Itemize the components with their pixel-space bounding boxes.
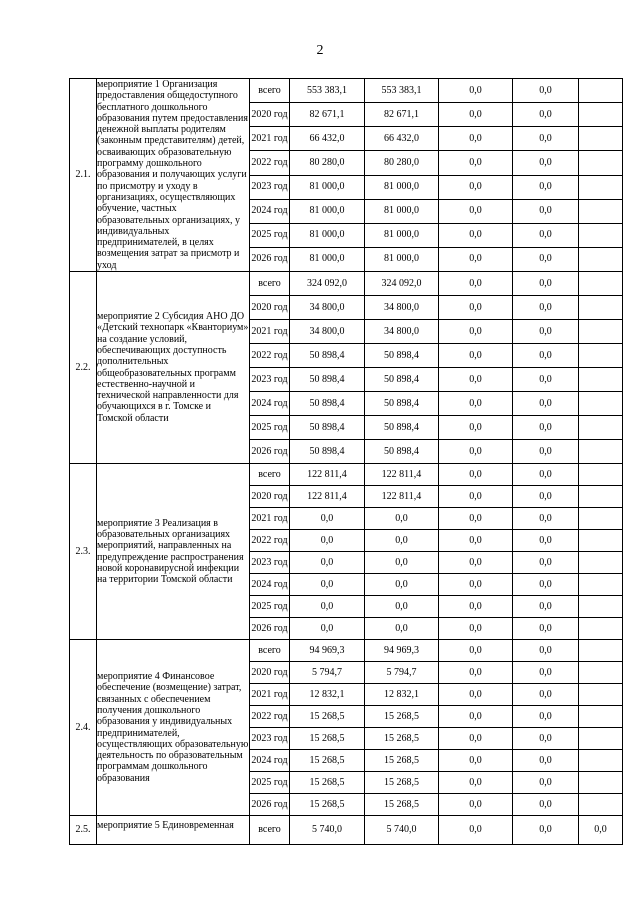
- total-value: 12 832,1: [290, 684, 365, 706]
- period-label: 2021 год: [250, 508, 290, 530]
- period-label: 2026 год: [250, 794, 290, 816]
- other-value: [579, 392, 623, 416]
- local-value: 0,0: [513, 772, 579, 794]
- item-name: мероприятие 5 Единовременная: [97, 820, 234, 832]
- regional-value: 15 268,5: [365, 706, 439, 728]
- local-value: 0,0: [513, 151, 579, 175]
- table-row: [70, 464, 623, 486]
- period-label: 2022 год: [250, 706, 290, 728]
- local-value: 0,0: [513, 440, 579, 464]
- local-value: 0,0: [513, 794, 579, 816]
- federal-value: 0,0: [439, 640, 513, 662]
- regional-value: 12 832,1: [365, 684, 439, 706]
- period-label: 2021 год: [250, 684, 290, 706]
- local-value: 0,0: [513, 199, 579, 223]
- federal-value: 0,0: [439, 706, 513, 728]
- federal-value: 0,0: [439, 486, 513, 508]
- total-value: 81 000,0: [290, 175, 365, 199]
- period-label: всего: [250, 464, 290, 486]
- total-value: 15 268,5: [290, 772, 365, 794]
- total-value: 34 800,0: [290, 320, 365, 344]
- federal-value: 0,0: [439, 127, 513, 151]
- regional-value: 5 794,7: [365, 662, 439, 684]
- local-value: 0,0: [513, 684, 579, 706]
- regional-value: 122 811,4: [365, 486, 439, 508]
- regional-value: 34 800,0: [365, 320, 439, 344]
- regional-value: 50 898,4: [365, 440, 439, 464]
- item-number: 2.2.: [70, 272, 97, 464]
- total-value: 324 092,0: [290, 272, 365, 296]
- federal-value: 0,0: [439, 596, 513, 618]
- other-value: [579, 416, 623, 440]
- federal-value: 0,0: [439, 416, 513, 440]
- regional-value: 34 800,0: [365, 296, 439, 320]
- other-value: [579, 596, 623, 618]
- local-value: 0,0: [513, 103, 579, 127]
- regional-value: 94 969,3: [365, 640, 439, 662]
- local-value: 0,0: [513, 392, 579, 416]
- period-label: 2024 год: [250, 392, 290, 416]
- period-label: 2023 год: [250, 728, 290, 750]
- local-value: 0,0: [513, 296, 579, 320]
- federal-value: 0,0: [439, 618, 513, 640]
- total-value: 122 811,4: [290, 464, 365, 486]
- item-name: мероприятие 1 Организация предоставления общедоступного бесплатного дошкольного образования путем предоставления денежной выплаты родителям (законным представителям) детей, осваивающих образовательную программу дошкольного образования и получающих услуги по присмотру и уходу в организациях, осуществляющих обучение, частных образовательных организациях, у индивидуальных предпринимателей, в целях возмещения затрат за присмотр и уход: [97, 79, 248, 271]
- regional-value: 80 280,0: [365, 151, 439, 175]
- other-value: [579, 296, 623, 320]
- local-value: 0,0: [513, 175, 579, 199]
- item-name-cell: [97, 79, 250, 272]
- local-value: 0,0: [513, 508, 579, 530]
- regional-value: 81 000,0: [365, 247, 439, 271]
- federal-value: 0,0: [439, 684, 513, 706]
- local-value: 0,0: [513, 344, 579, 368]
- federal-value: 0,0: [439, 392, 513, 416]
- local-value: 0,0: [513, 662, 579, 684]
- other-value: [579, 750, 623, 772]
- other-value: [579, 618, 623, 640]
- period-label: 2025 год: [250, 223, 290, 247]
- local-value: 0,0: [513, 486, 579, 508]
- total-value: 66 432,0: [290, 127, 365, 151]
- regional-value: 66 432,0: [365, 127, 439, 151]
- federal-value: 0,0: [439, 728, 513, 750]
- other-value: [579, 728, 623, 750]
- period-label: 2022 год: [250, 344, 290, 368]
- federal-value: 0,0: [439, 151, 513, 175]
- local-value: 0,0: [513, 750, 579, 772]
- item-number: 2.1.: [70, 79, 97, 272]
- period-label: 2023 год: [250, 175, 290, 199]
- federal-value: 0,0: [439, 223, 513, 247]
- item-number: 2.3.: [70, 464, 97, 640]
- total-value: 81 000,0: [290, 223, 365, 247]
- total-value: 0,0: [290, 618, 365, 640]
- table-row: [70, 640, 623, 662]
- local-value: 0,0: [513, 416, 579, 440]
- federal-value: 0,0: [439, 199, 513, 223]
- total-value: 81 000,0: [290, 199, 365, 223]
- item-number: 2.4.: [70, 640, 97, 816]
- table-row: [70, 272, 623, 296]
- federal-value: 0,0: [439, 816, 513, 845]
- other-value: [579, 103, 623, 127]
- regional-value: 15 268,5: [365, 728, 439, 750]
- other-value: [579, 662, 623, 684]
- total-value: 15 268,5: [290, 794, 365, 816]
- federal-value: 0,0: [439, 750, 513, 772]
- other-value: [579, 508, 623, 530]
- federal-value: 0,0: [439, 552, 513, 574]
- total-value: 50 898,4: [290, 440, 365, 464]
- period-label: 2021 год: [250, 127, 290, 151]
- period-label: всего: [250, 816, 290, 845]
- total-value: 5 740,0: [290, 816, 365, 845]
- item-name-cell: [97, 464, 250, 640]
- funding-table: [69, 78, 623, 845]
- regional-value: 50 898,4: [365, 344, 439, 368]
- federal-value: 0,0: [439, 574, 513, 596]
- period-label: 2026 год: [250, 618, 290, 640]
- federal-value: 0,0: [439, 368, 513, 392]
- period-label: 2020 год: [250, 662, 290, 684]
- local-value: 0,0: [513, 640, 579, 662]
- other-value: [579, 486, 623, 508]
- item-number: 2.5.: [70, 816, 97, 845]
- other-value: [579, 175, 623, 199]
- period-label: 2026 год: [250, 247, 290, 271]
- federal-value: 0,0: [439, 175, 513, 199]
- item-name: мероприятие 2 Субсидия АНО ДО «Детский технопарк «Кванториум» на создание условий, обеспечивающих доступность дополнительных общеобразовательных программ естественно-научной и технической направленности для обучающихся в г. Томске и Томской области: [97, 311, 249, 424]
- other-value: [579, 640, 623, 662]
- regional-value: 50 898,4: [365, 368, 439, 392]
- local-value: 0,0: [513, 728, 579, 750]
- regional-value: 82 671,1: [365, 103, 439, 127]
- period-label: 2026 год: [250, 440, 290, 464]
- regional-value: 5 740,0: [365, 816, 439, 845]
- total-value: 0,0: [290, 574, 365, 596]
- item-name: мероприятие 3 Реализация в образовательных организациях мероприятий, направленных на предупреждение распространения новой коронавирусной инфекции на территории Томской области: [97, 517, 244, 586]
- federal-value: 0,0: [439, 344, 513, 368]
- local-value: 0,0: [513, 618, 579, 640]
- total-value: 0,0: [290, 508, 365, 530]
- regional-value: 81 000,0: [365, 199, 439, 223]
- total-value: 50 898,4: [290, 344, 365, 368]
- period-label: 2021 год: [250, 320, 290, 344]
- period-label: 2024 год: [250, 574, 290, 596]
- total-value: 0,0: [290, 596, 365, 618]
- item-name-cell: [97, 272, 250, 464]
- table-row: [70, 816, 623, 845]
- period-label: 2022 год: [250, 151, 290, 175]
- total-value: 81 000,0: [290, 247, 365, 271]
- local-value: 0,0: [513, 247, 579, 271]
- local-value: 0,0: [513, 79, 579, 103]
- other-value: [579, 772, 623, 794]
- federal-value: 0,0: [439, 320, 513, 344]
- federal-value: 0,0: [439, 530, 513, 552]
- federal-value: 0,0: [439, 103, 513, 127]
- total-value: 50 898,4: [290, 368, 365, 392]
- other-value: [579, 706, 623, 728]
- period-label: 2025 год: [250, 416, 290, 440]
- period-label: 2023 год: [250, 368, 290, 392]
- regional-value: 15 268,5: [365, 772, 439, 794]
- federal-value: 0,0: [439, 772, 513, 794]
- other-value: [579, 272, 623, 296]
- other-value: [579, 368, 623, 392]
- federal-value: 0,0: [439, 464, 513, 486]
- item-name-cell: [97, 640, 250, 816]
- other-value: [579, 464, 623, 486]
- other-value: [579, 552, 623, 574]
- regional-value: 0,0: [365, 596, 439, 618]
- other-value: [579, 530, 623, 552]
- period-label: 2024 год: [250, 750, 290, 772]
- period-label: 2024 год: [250, 199, 290, 223]
- other-value: [579, 127, 623, 151]
- period-label: 2022 год: [250, 530, 290, 552]
- local-value: 0,0: [513, 706, 579, 728]
- regional-value: 324 092,0: [365, 272, 439, 296]
- total-value: 15 268,5: [290, 706, 365, 728]
- total-value: 15 268,5: [290, 728, 365, 750]
- local-value: 0,0: [513, 320, 579, 344]
- other-value: 0,0: [579, 816, 623, 845]
- federal-value: 0,0: [439, 794, 513, 816]
- regional-value: 15 268,5: [365, 750, 439, 772]
- regional-value: 0,0: [365, 552, 439, 574]
- federal-value: 0,0: [439, 508, 513, 530]
- period-label: 2020 год: [250, 103, 290, 127]
- regional-value: 122 811,4: [365, 464, 439, 486]
- other-value: [579, 223, 623, 247]
- other-value: [579, 247, 623, 271]
- total-value: 0,0: [290, 552, 365, 574]
- other-value: [579, 199, 623, 223]
- period-label: всего: [250, 272, 290, 296]
- total-value: 34 800,0: [290, 296, 365, 320]
- total-value: 50 898,4: [290, 416, 365, 440]
- federal-value: 0,0: [439, 272, 513, 296]
- regional-value: 553 383,1: [365, 79, 439, 103]
- total-value: 50 898,4: [290, 392, 365, 416]
- local-value: 0,0: [513, 552, 579, 574]
- item-name: мероприятие 4 Финансовое обеспечение (возмещение) затрат, связанных с обеспечением получения дошкольного образования у индивидуальных предпринимателей, осуществляющих образовательную деятельность по образовательным программам дошкольного образования: [97, 671, 249, 784]
- period-label: 2020 год: [250, 296, 290, 320]
- federal-value: 0,0: [439, 79, 513, 103]
- local-value: 0,0: [513, 574, 579, 596]
- total-value: 5 794,7: [290, 662, 365, 684]
- regional-value: 0,0: [365, 508, 439, 530]
- regional-value: 0,0: [365, 574, 439, 596]
- other-value: [579, 151, 623, 175]
- federal-value: 0,0: [439, 662, 513, 684]
- period-label: всего: [250, 640, 290, 662]
- total-value: 82 671,1: [290, 103, 365, 127]
- local-value: 0,0: [513, 223, 579, 247]
- period-label: всего: [250, 79, 290, 103]
- regional-value: 0,0: [365, 618, 439, 640]
- total-value: 122 811,4: [290, 486, 365, 508]
- local-value: 0,0: [513, 816, 579, 845]
- regional-value: 50 898,4: [365, 416, 439, 440]
- other-value: [579, 794, 623, 816]
- total-value: 80 280,0: [290, 151, 365, 175]
- period-label: 2025 год: [250, 772, 290, 794]
- local-value: 0,0: [513, 596, 579, 618]
- regional-value: 81 000,0: [365, 175, 439, 199]
- other-value: [579, 574, 623, 596]
- regional-value: 50 898,4: [365, 392, 439, 416]
- regional-value: 0,0: [365, 530, 439, 552]
- federal-value: 0,0: [439, 440, 513, 464]
- table-body: [70, 79, 623, 845]
- regional-value: 81 000,0: [365, 223, 439, 247]
- other-value: [579, 344, 623, 368]
- table-row: [70, 79, 623, 103]
- local-value: 0,0: [513, 127, 579, 151]
- federal-value: 0,0: [439, 296, 513, 320]
- total-value: 553 383,1: [290, 79, 365, 103]
- other-value: [579, 684, 623, 706]
- page-number: 2: [316, 43, 324, 58]
- federal-value: 0,0: [439, 247, 513, 271]
- other-value: [579, 440, 623, 464]
- regional-value: 15 268,5: [365, 794, 439, 816]
- total-value: 0,0: [290, 530, 365, 552]
- period-label: 2020 год: [250, 486, 290, 508]
- total-value: 94 969,3: [290, 640, 365, 662]
- local-value: 0,0: [513, 464, 579, 486]
- other-value: [579, 79, 623, 103]
- item-name-cell: [97, 816, 250, 845]
- local-value: 0,0: [513, 272, 579, 296]
- period-label: 2023 год: [250, 552, 290, 574]
- other-value: [579, 320, 623, 344]
- total-value: 15 268,5: [290, 750, 365, 772]
- period-label: 2025 год: [250, 596, 290, 618]
- local-value: 0,0: [513, 530, 579, 552]
- local-value: 0,0: [513, 368, 579, 392]
